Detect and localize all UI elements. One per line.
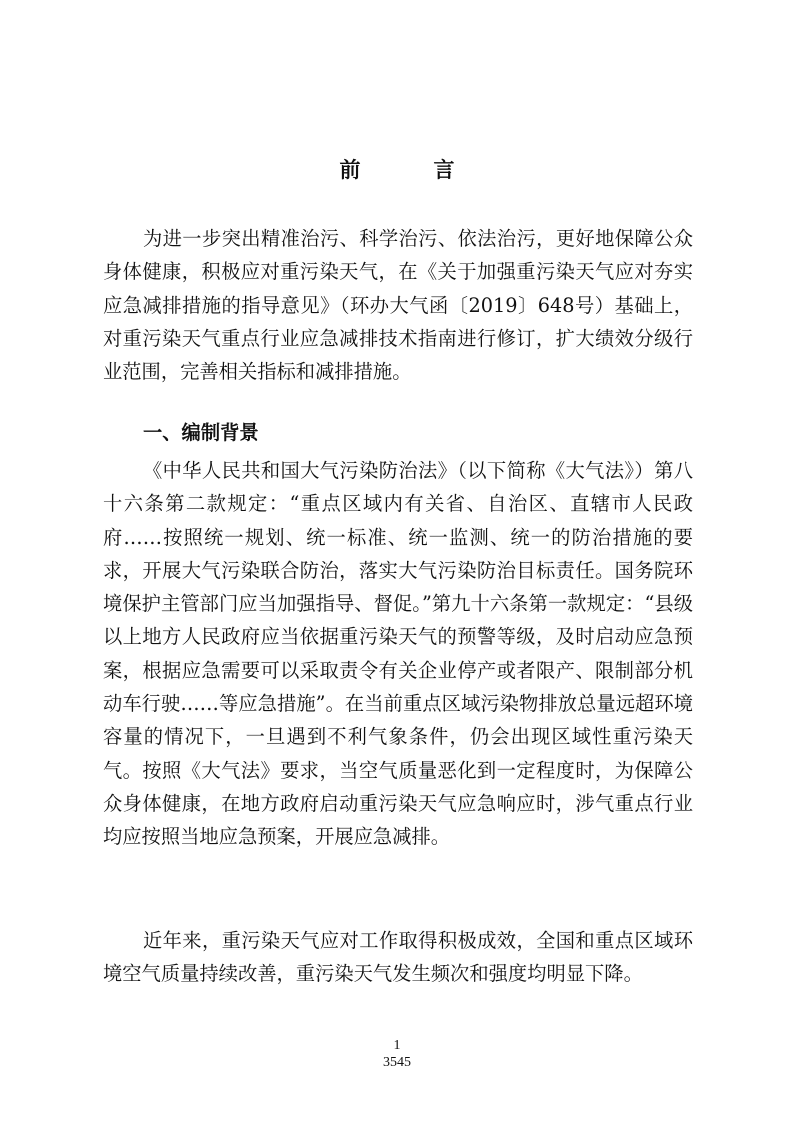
page-number: 1 xyxy=(393,1038,401,1053)
background-paragraph-2: 近年来，重污染天气应对工作取得积极成效，全国和重点区域环境空气质量持续改善，重污染天气发生频次和强度均明显下降。 xyxy=(103,929,693,986)
background-paragraph-1: 《中华人民共和国大气污染防治法》（以下简称《大气法》）第八十六条第二款规定：“重点区域内有关省、自治区、直辖市人民政府……按照统一规划、统一标准、统一监测、统一的防治措施的要求，开展大气污染联合防治，落实大气污染防治目标责任。国务院环境保护主管部门应当加强指导、督促。”第九十六条第一款规定：“县级以上地方人民政府应当依据重污染天气的预警等级，及时启动应急预案，根据应急需要可以采取责令有关企业停产或者限产、限制部分机动车行驶……等应急措施”。在当前重点区域污染物排放总量远超环境容量的情况下，一旦遇到不利气象条件，仍会出现区域性重污染天气。按照《大气法》要求，当空气质量恶化到一定程度时，为保障公众身体健康，在地方政府启动重污染天气应急响应时，涉气重点行业均应按照当地应急预案，开展应急减排。 xyxy=(103,459,693,849)
page-title: 前 言 xyxy=(339,157,481,182)
section-heading-background: 一、编制背景 xyxy=(143,421,259,444)
document-page-number: 3545 xyxy=(383,1055,411,1070)
preface-paragraph-1: 为进一步突出精准治污、科学治污、依法治污，更好地保障公众身体健康，积极应对重污染天气，在《关于加强重污染天气应对夯实应急减排措施的指导意见》（环办大气函〔2019〕648号）基础上，对重污染天气重点行业应急减排技术指南进行修订，扩大绩效分级行业范围，完善相关指标和减排措施。 xyxy=(103,227,693,384)
